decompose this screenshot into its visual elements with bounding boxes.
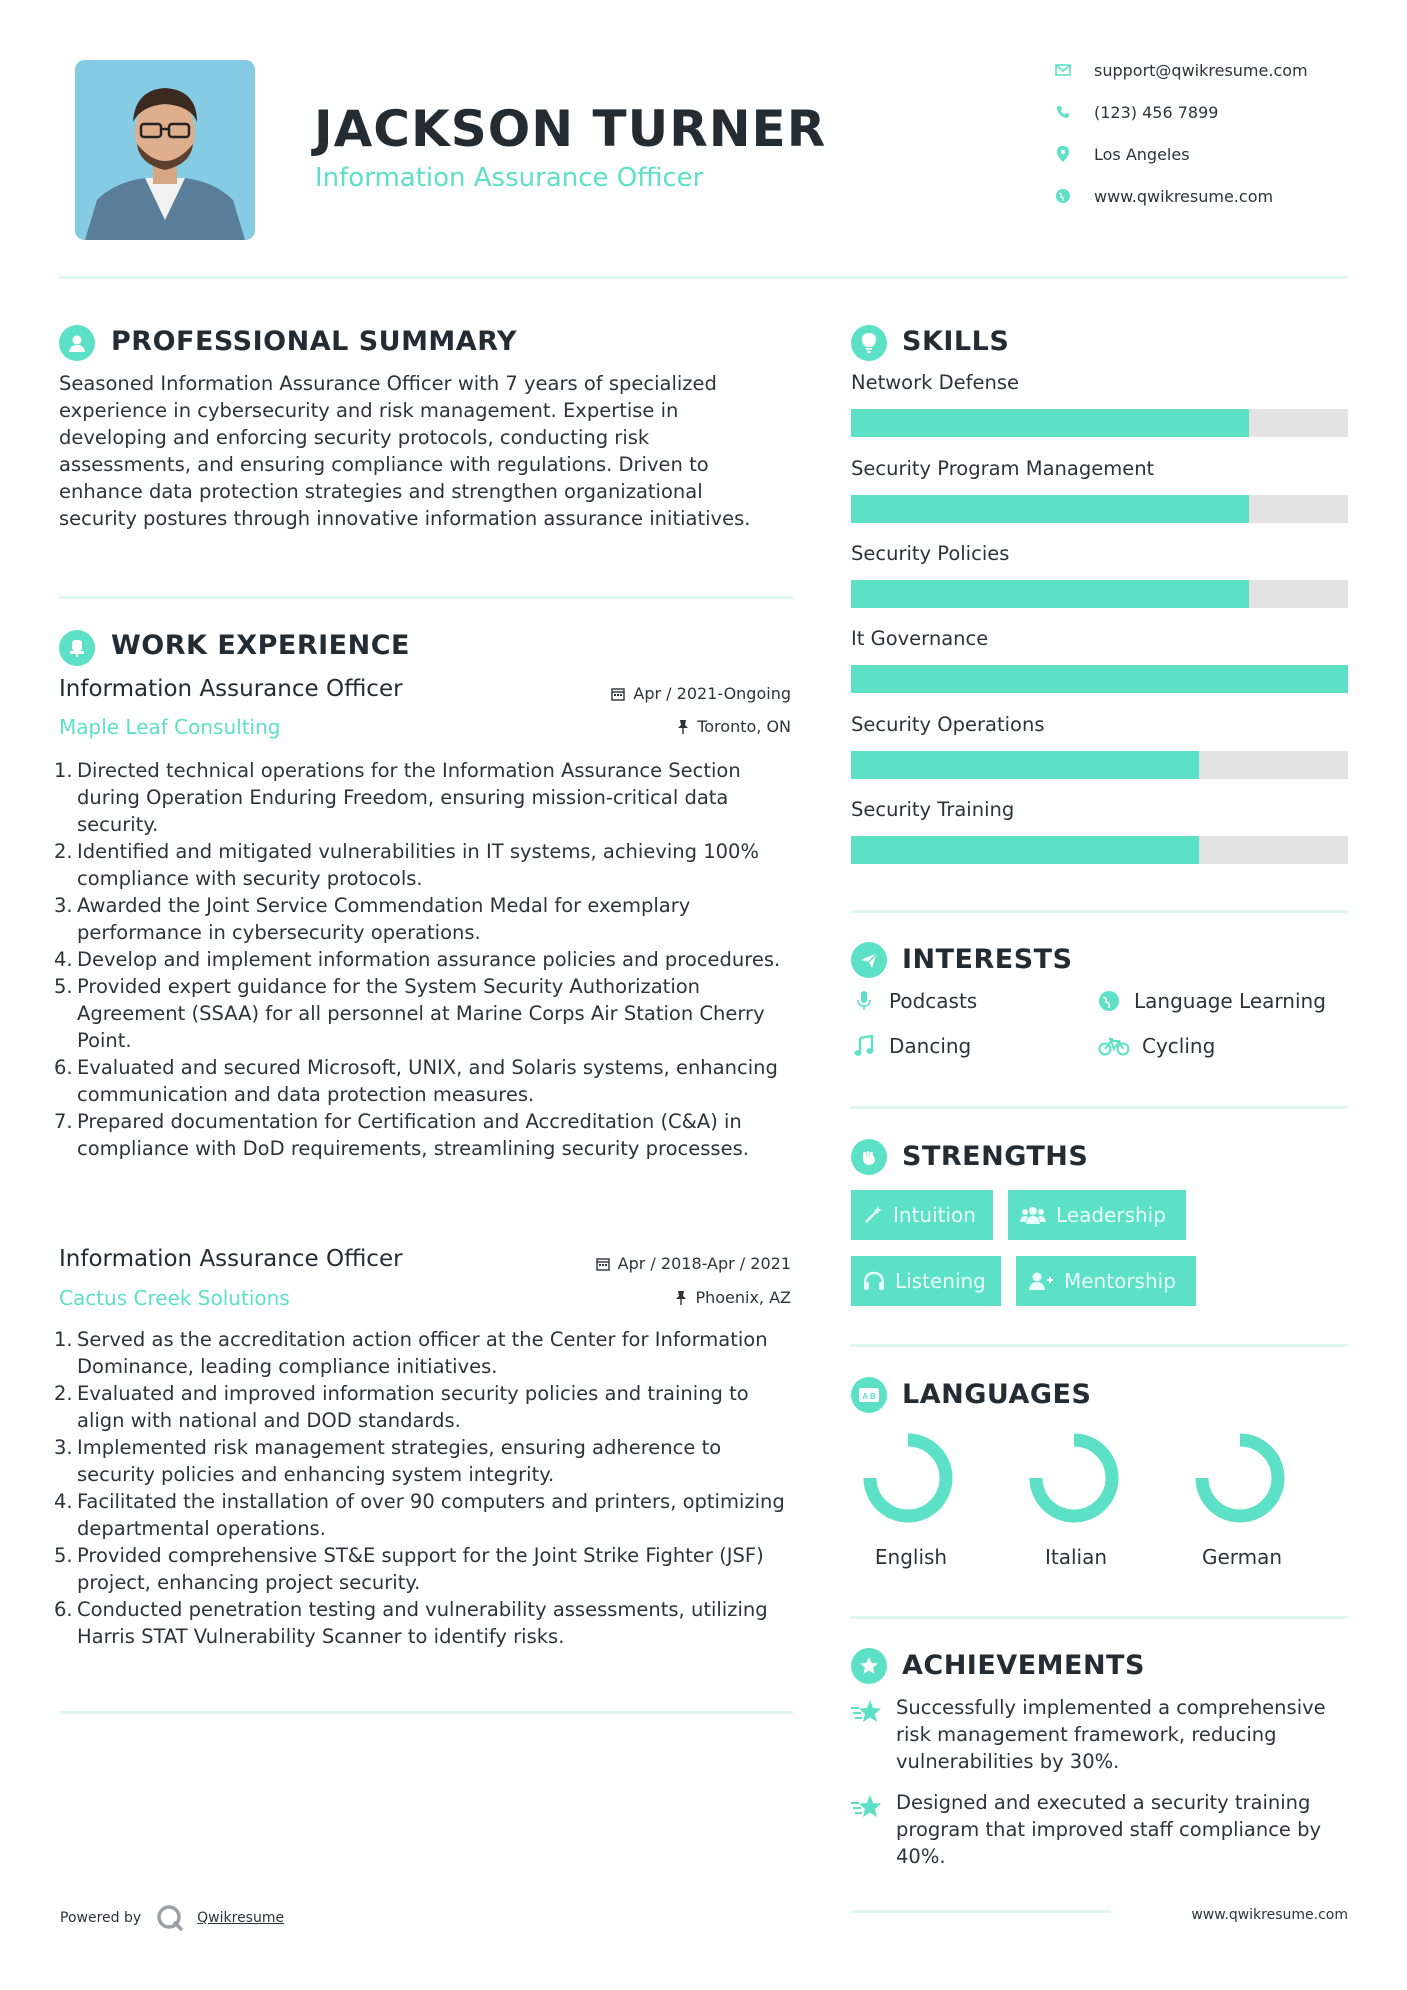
strength-label: Leadership — [1056, 1203, 1166, 1227]
languages-heading: LANGUAGES — [902, 1379, 1092, 1410]
job-location — [675, 1288, 791, 1307]
skill-bar-fill — [851, 665, 1348, 693]
skill-bar-fill — [851, 836, 1199, 864]
contact-phone[interactable] — [1054, 97, 1218, 127]
language-ring — [1192, 1430, 1288, 1526]
profile-photo — [75, 60, 255, 240]
strength-chip — [1008, 1190, 1186, 1240]
footer-url[interactable]: www.qwikresume.com — [1191, 1907, 1348, 1923]
globe-icon — [1096, 988, 1122, 1014]
footer-powered-by — [60, 1903, 284, 1933]
svg-text:A B: A B — [862, 1392, 876, 1401]
strength-label: Mentorship — [1064, 1269, 1176, 1293]
language-name: Italian — [1044, 1545, 1108, 1569]
contact-phone-text: (123) 456 7899 — [1094, 102, 1219, 122]
interests-divider — [851, 1106, 1348, 1109]
skill-bar-track — [851, 665, 1348, 693]
strengths-divider — [851, 1344, 1348, 1347]
candidate-name: JACKSON TURNER — [314, 100, 827, 158]
lightbulb-icon — [851, 325, 887, 361]
footer-brand-link[interactable]: Qwikresume — [197, 1910, 285, 1926]
job-dates — [596, 1254, 791, 1273]
summary-text: Seasoned Information Assurance Officer with 7 years of specialized experience in cybersecurity and risk management. Expertise in developing and enforcing security protocols, conducting risk assessments, and ensuring compliance with regulations. Driven to enhance data protection strategies and strengthen organizational security postures through innovative information assurance initiatives. — [59, 372, 751, 530]
interest-label: Dancing — [889, 1034, 972, 1058]
strength-chip — [851, 1256, 1001, 1306]
job-location-text: Phoenix, AZ — [695, 1288, 791, 1307]
phone-icon — [1054, 103, 1072, 121]
skill-label: It Governance — [851, 627, 989, 650]
paper-plane-icon — [851, 942, 887, 978]
company-name: Cactus Creek Solutions — [59, 1286, 290, 1310]
interest-item — [851, 988, 977, 1014]
job-bullets — [54, 1326, 799, 1650]
contact-website[interactable] — [1054, 181, 1273, 211]
qwikresume-logo-icon — [155, 1903, 185, 1933]
list-item: 1. Directed technical operations for the Information Assurance Section during Operation Enduring Freedom, ensuring mission-critical data security. — [54, 759, 741, 836]
skill-label: Security Operations — [851, 713, 1045, 736]
candidate-title: Information Assurance Officer — [315, 163, 704, 193]
globe-icon — [1054, 187, 1072, 205]
language-name: English — [874, 1545, 948, 1569]
skill-bar-track — [851, 409, 1348, 437]
powered-by-text: Powered by — [60, 1910, 142, 1926]
list-item: 7. Prepared documentation for Certification and Accreditation (C&A) in compliance with DoD requirements, streamlining security processes. — [54, 1110, 749, 1160]
contact-email-text: support@qwikresume.com — [1094, 60, 1308, 80]
pushpin-icon — [675, 1291, 687, 1305]
summary-divider — [59, 596, 793, 599]
language-name: German — [1201, 1545, 1283, 1569]
location-pin-icon — [1054, 145, 1072, 163]
job-title: Information Assurance Officer — [59, 1246, 403, 1272]
skill-label: Security Policies — [851, 542, 1010, 565]
job-bullets — [54, 757, 799, 1162]
star-icon — [850, 1793, 884, 1821]
list-item: 1. Served as the accreditation action officer at the Center for Information Dominance, leading compliance initiatives. — [54, 1328, 768, 1378]
job-dates-text: Apr / 2021-Ongoing — [633, 684, 791, 703]
achievements-heading: ACHIEVEMENTS — [902, 1650, 1145, 1681]
skill-bar-fill — [851, 409, 1249, 437]
summary-heading: PROFESSIONAL SUMMARY — [111, 326, 518, 357]
contact-location-text: Los Angeles — [1094, 144, 1190, 164]
star-icon — [850, 1698, 884, 1726]
job-title: Information Assurance Officer — [59, 676, 403, 702]
strength-label: Listening — [895, 1269, 986, 1293]
interest-label: Podcasts — [889, 989, 978, 1013]
skill-bar-track — [851, 495, 1348, 523]
headphones-icon — [863, 1271, 885, 1291]
bicycle-icon — [1098, 1033, 1130, 1059]
achievements-divider — [851, 1910, 1111, 1913]
list-item: 3. Implemented risk management strategies, ensuring adherence to security policies and enhancing system integrity. — [54, 1436, 722, 1486]
star-badge-icon — [851, 1648, 887, 1684]
languages-divider — [851, 1616, 1348, 1619]
list-item: 2. Evaluated and improved information security policies and training to align with national and DOD standards. — [54, 1382, 749, 1432]
skill-label: Security Training — [851, 798, 1015, 821]
language-ring-arc — [870, 1440, 946, 1516]
skill-bar-fill — [851, 495, 1249, 523]
strength-label: Intuition — [893, 1203, 976, 1227]
language-ring-arc — [1036, 1440, 1112, 1516]
header-divider — [59, 276, 1348, 279]
user-plus-icon — [1028, 1271, 1054, 1291]
skill-label: Security Program Management — [851, 457, 1155, 480]
fist-icon — [851, 1139, 887, 1175]
skills-divider — [851, 910, 1348, 913]
language-icon — [851, 1377, 887, 1413]
calendar-icon — [596, 1257, 610, 1271]
list-item: 6. Conducted penetration testing and vulnerability assessments, utilizing Harris STAT Vulnerability Scanner to identify risks. — [54, 1598, 768, 1648]
briefcase-icon — [59, 630, 95, 666]
job-location — [677, 717, 791, 736]
interest-item — [851, 1033, 971, 1059]
interest-item — [1096, 988, 1326, 1014]
contact-website-text: www.qwikresume.com — [1094, 186, 1274, 206]
contact-email[interactable] — [1054, 55, 1308, 85]
interest-label: Language Learning — [1134, 989, 1326, 1013]
list-item: 5. Provided expert guidance for the System Security Authorization Agreement (SSAA) for all personnel at Marine Corps Air Station Cherry Point. — [54, 975, 765, 1052]
skill-bar-track — [851, 751, 1348, 779]
pushpin-icon — [677, 720, 689, 734]
language-ring-arc — [1202, 1440, 1278, 1516]
job-location-text: Toronto, ON — [697, 717, 791, 736]
email-icon — [1054, 61, 1072, 79]
magic-wand-icon — [863, 1205, 883, 1225]
contact-location — [1054, 139, 1190, 169]
list-item: 3. Awarded the Joint Service Commendation Medal for exemplary performance in cybersecurity operations. — [54, 894, 691, 944]
skills-heading: SKILLS — [902, 326, 1010, 357]
skill-bar-fill — [851, 580, 1249, 608]
strength-chip — [1016, 1256, 1196, 1306]
skill-bar-track — [851, 836, 1348, 864]
skill-label: Network Defense — [851, 371, 1020, 394]
interests-heading: INTERESTS — [902, 944, 1073, 975]
user-icon — [59, 325, 95, 361]
list-item: 6. Evaluated and secured Microsoft, UNIX, and Solaris systems, enhancing communication and data protection measures. — [54, 1056, 778, 1106]
job-dates-text: Apr / 2018-Apr / 2021 — [617, 1254, 791, 1273]
achievement-text: Successfully implemented a comprehensive risk management framework, reducing vulnerabilities by 30%. — [896, 1696, 1326, 1773]
language-ring — [860, 1430, 956, 1526]
job-dates — [611, 684, 791, 703]
interest-item — [1098, 1033, 1215, 1059]
achievement-text: Designed and executed a security training program that improved staff compliance by 40%. — [896, 1791, 1322, 1868]
list-item: 4. Facilitated the installation of over 90 computers and printers, optimizing departmental operations. — [54, 1490, 785, 1540]
strength-chip — [851, 1190, 993, 1240]
experience-heading: WORK EXPERIENCE — [111, 630, 410, 661]
skill-bar-fill — [851, 751, 1199, 779]
strengths-heading: STRENGTHS — [902, 1141, 1089, 1172]
music-note-icon — [851, 1033, 877, 1059]
calendar-icon — [611, 687, 625, 701]
list-item: 5. Provided comprehensive ST&E support for the Joint Strike Fighter (JSF) project, enhancing project security. — [54, 1544, 764, 1594]
interest-label: Cycling — [1142, 1034, 1216, 1058]
language-ring — [1026, 1430, 1122, 1526]
list-item: 4. Develop and implement information assurance policies and procedures. — [54, 948, 781, 971]
company-name: Maple Leaf Consulting — [59, 715, 281, 739]
list-item: 2. Identified and mitigated vulnerabilities in IT systems, achieving 100% compliance with security protocols. — [54, 840, 759, 890]
microphone-icon — [851, 988, 877, 1014]
users-icon — [1020, 1205, 1046, 1225]
experience-divider — [59, 1711, 793, 1714]
skill-bar-track — [851, 580, 1348, 608]
